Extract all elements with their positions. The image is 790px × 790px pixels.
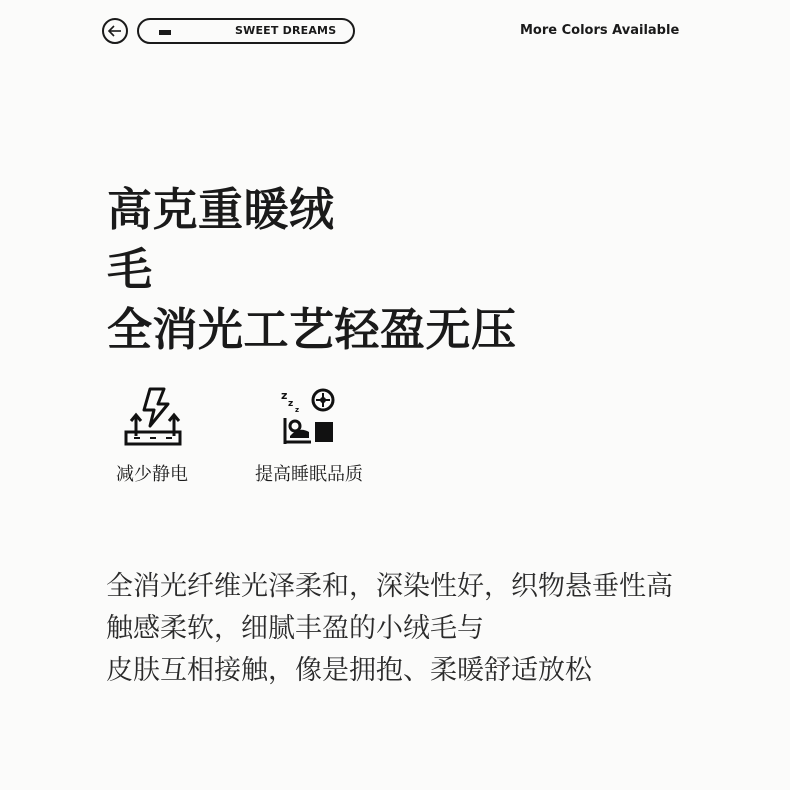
svg-text:z: z [295,406,300,414]
brand-label: SWEET DREAMS [235,24,337,37]
headline-line: 毛 [107,243,153,296]
description-line: 皮肤互相接触，像是拥抱、柔暖舒适放松 [106,655,592,686]
feature-label: 减少静电 [116,464,188,485]
svg-text:z: z [288,399,294,409]
headline-line: 全消光工艺轻盈无压 [107,303,517,356]
feature-sleep-quality [250,386,368,486]
description-line: 全消光纤维光泽柔和，深染性好，织物悬垂性高 [106,571,673,602]
sleep-quality-icon [277,386,341,450]
headline [107,180,517,360]
brand-pill [137,18,355,44]
more-colors-label: More Colors Available [520,23,680,38]
feature-anti-static [110,386,194,486]
pill-bar-mark [159,30,171,35]
svg-text:z: z [281,389,288,402]
description-line: 触感柔软，细腻丰盈的小绒毛与 [106,613,484,644]
back-button[interactable] [102,18,128,44]
description [106,566,673,692]
anti-static-lightning-icon [120,386,184,450]
headline-line: 高克重暖绒 [107,183,335,236]
feature-label: 提高睡眠品质 [255,464,363,485]
arrow-left-icon [104,20,126,42]
